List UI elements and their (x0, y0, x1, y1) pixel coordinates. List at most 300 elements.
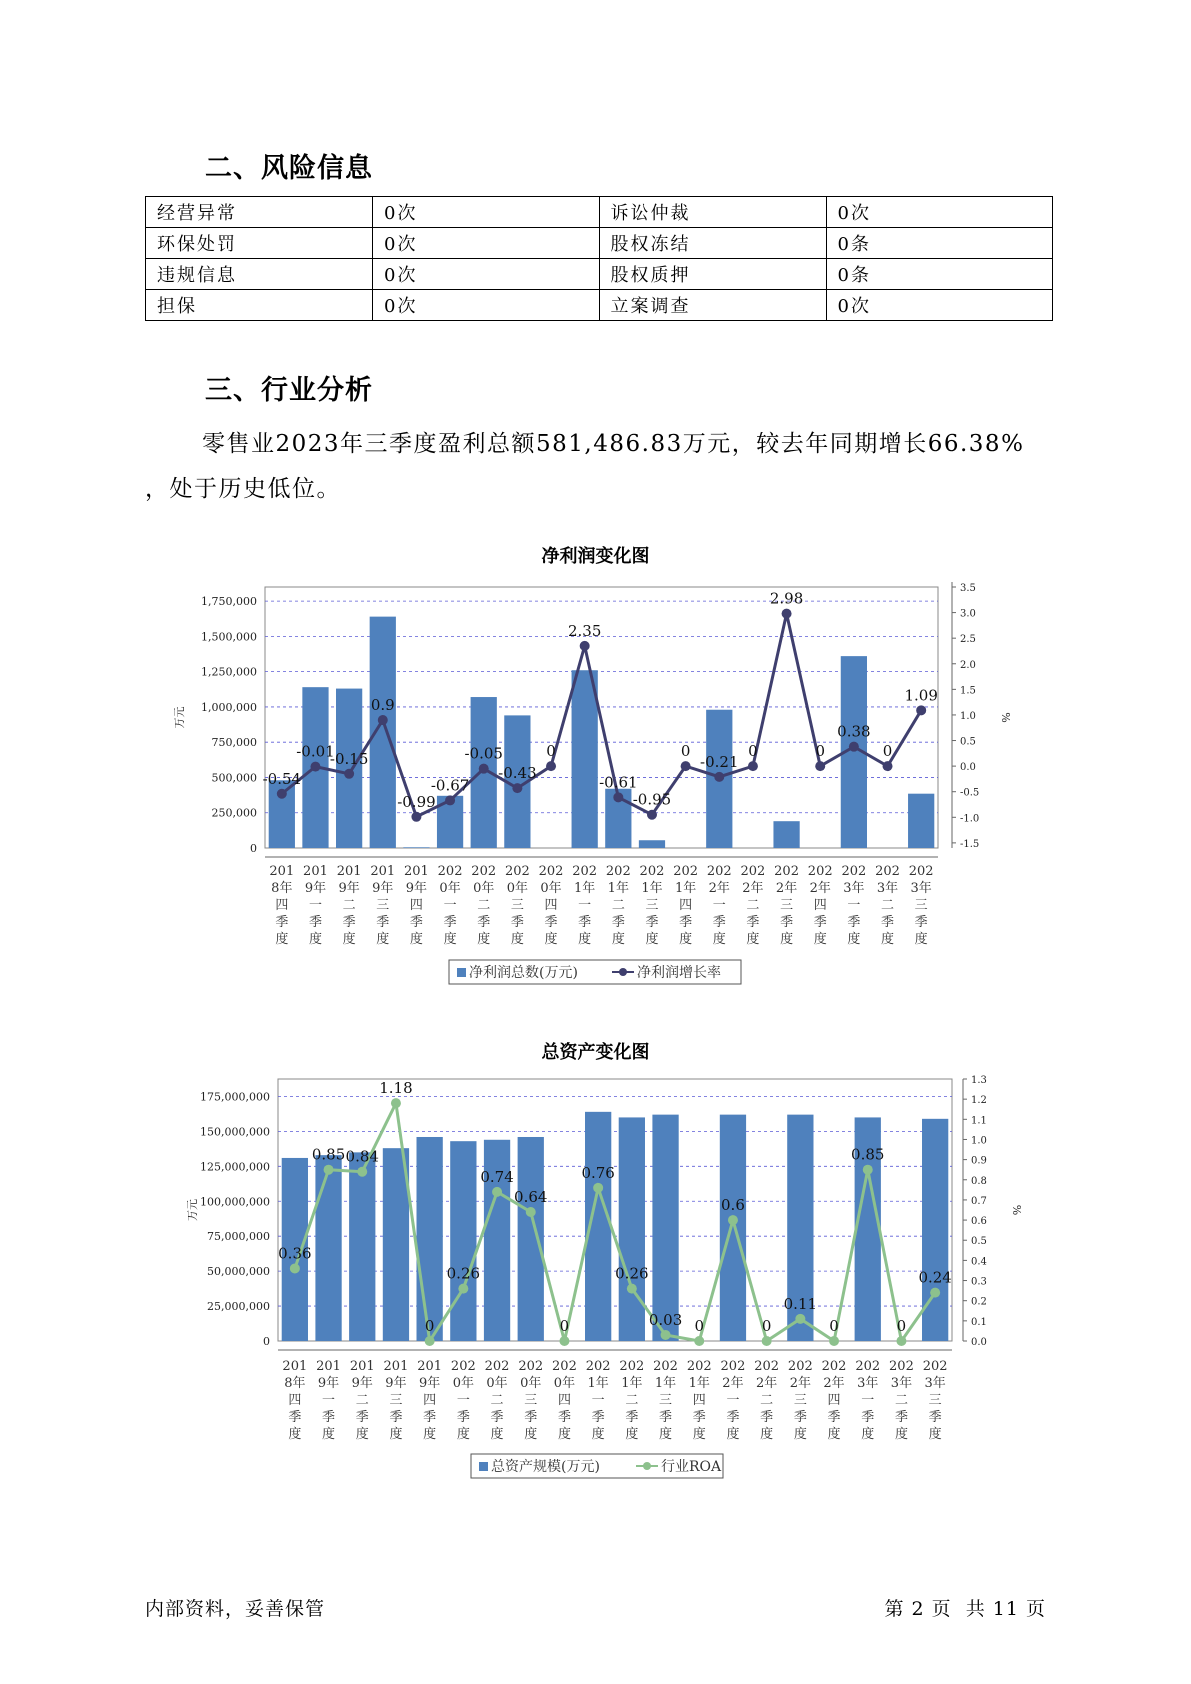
x-tick-label (539, 864, 564, 947)
risk-value: 0次 (826, 290, 1053, 321)
data-label: 0.6 (721, 1196, 745, 1215)
x-tick-label-part: 0年 (520, 1376, 542, 1391)
x-tick-label-part: 季 (780, 915, 794, 930)
data-label: 1.18 (379, 1079, 413, 1098)
data-label: 0.11 (783, 1294, 818, 1313)
x-tick-label-part: 一 (578, 898, 592, 913)
data-label: 0 (694, 1317, 705, 1335)
data-point (829, 1336, 839, 1346)
x-tick-label (438, 864, 463, 947)
data-label: 0 (559, 1317, 570, 1335)
x-tick-label-part: 度 (544, 932, 558, 947)
data-point (627, 1284, 637, 1294)
x-tick-label-part: 度 (376, 932, 390, 947)
y2-tick-label: 0.9 (971, 1155, 987, 1167)
x-tick-label-part: 201 (349, 1359, 375, 1374)
x-tick-label-part: 季 (477, 915, 491, 930)
y2-tick-label: 1.1 (971, 1115, 987, 1127)
x-tick-label-part: 度 (726, 1427, 740, 1442)
x-tick-label-part: 季 (625, 1410, 639, 1425)
x-tick-label-part: 202 (518, 1359, 544, 1374)
x-tick-label-part: 0年 (439, 881, 461, 896)
risk-value: 0条 (826, 228, 1053, 259)
y2-tick-label: 0.0 (960, 762, 976, 774)
y2-axis-title: % (999, 712, 1012, 723)
x-tick-label (337, 864, 362, 947)
y2-tick-label: 0.1 (971, 1316, 987, 1328)
x-tick-label-part: 202 (875, 864, 900, 879)
x-tick-label-part: 季 (409, 915, 423, 930)
x-tick-label-part: 202 (471, 864, 497, 879)
data-label: 0.24 (918, 1268, 952, 1287)
x-tick-label-part: 季 (659, 1410, 673, 1425)
x-tick-label-part: 9年 (405, 881, 428, 896)
y2-tick-label: 1.0 (971, 1135, 987, 1147)
y2-tick-label: 1.3 (971, 1075, 987, 1086)
x-tick-label-part: 一 (443, 898, 457, 913)
legend-bar-swatch (457, 968, 466, 977)
data-point (546, 761, 556, 771)
y2-tick-label: 3.5 (960, 583, 976, 594)
x-tick-label-part: 1年 (621, 1376, 643, 1391)
x-tick-label-part: 季 (645, 915, 659, 930)
x-tick-label-part: 一 (591, 1393, 605, 1408)
x-tick-label-part: 3年 (924, 1376, 946, 1391)
x-tick-label (640, 864, 665, 947)
data-point (681, 761, 691, 771)
x-tick-label-part: 1年 (607, 881, 629, 896)
x-tick-label (754, 1359, 779, 1442)
bar (518, 1137, 544, 1341)
x-tick-label-part: 季 (692, 1410, 706, 1425)
y-tick-label: 175,000,000 (200, 1090, 270, 1104)
y-tick-label: 1,500,000 (201, 630, 257, 644)
x-tick-label (707, 864, 732, 947)
x-tick-label-part: 三 (914, 898, 928, 913)
risk-label: 股权质押 (599, 259, 826, 290)
x-tick-label-part: 季 (423, 1410, 437, 1425)
y2-tick-label: -1.5 (960, 838, 980, 850)
data-point (378, 715, 388, 725)
x-tick-label-part: 季 (322, 1410, 336, 1425)
data-point (479, 764, 489, 774)
bar (908, 794, 934, 848)
bar (336, 689, 362, 848)
data-label: -0.99 (397, 792, 436, 811)
x-tick-label-part: 二 (477, 898, 491, 913)
x-tick-label-part: 3年 (910, 881, 932, 896)
x-tick-label-part: 季 (928, 1410, 942, 1425)
x-tick-label (350, 1359, 375, 1442)
x-tick-label-part: 2年 (823, 1376, 845, 1391)
x-tick-label (282, 1359, 307, 1442)
x-tick-label-part: 二 (746, 898, 760, 913)
x-tick-label-part: 季 (342, 915, 356, 930)
x-tick-label-part: 季 (524, 1410, 538, 1425)
data-point (425, 1336, 435, 1346)
x-tick-label-part: 季 (679, 915, 693, 930)
net-profit-chart-title: 净利润变化图 (541, 546, 650, 567)
x-tick-label-part: 202 (552, 1359, 577, 1374)
y-tick-label: 500,000 (211, 771, 257, 785)
y-tick-label: 0 (250, 842, 257, 855)
x-tick-label-part: 度 (861, 1427, 875, 1442)
summary-line-1: 零售业2023年三季度盈利总额581,486.83万元，较去年同期增长66.38% (202, 431, 1025, 457)
total-assets-chart-title: 总资产变化图 (541, 1042, 650, 1063)
data-label: 0.74 (480, 1167, 514, 1186)
x-tick-label-part: 季 (726, 1410, 740, 1425)
data-point (930, 1288, 940, 1298)
data-label: 0.85 (851, 1145, 885, 1164)
x-tick-label-part: 2年 (742, 881, 764, 896)
risk-value: 0次 (373, 290, 600, 321)
data-label: 0 (761, 1317, 772, 1335)
x-tick-label-part: 三 (645, 898, 659, 913)
x-tick-label-part: 一 (456, 1393, 470, 1408)
x-tick-label-part: 202 (706, 864, 732, 879)
x-tick-label-part: 202 (720, 1359, 746, 1374)
x-tick-label (788, 1359, 813, 1442)
bar (720, 1115, 746, 1341)
x-tick-label-part: 2年 (775, 881, 798, 896)
y2-tick-label: 3.0 (960, 608, 976, 620)
x-tick-label-part: 0年 (452, 1376, 474, 1391)
x-tick-label-part: 四 (288, 1393, 302, 1408)
x-tick-label (451, 1359, 476, 1442)
risk-label: 担保 (146, 290, 373, 321)
x-tick-label-part: 季 (376, 915, 390, 930)
x-tick-label-part: 202 (538, 864, 564, 879)
x-tick-label-part: 四 (692, 1393, 706, 1408)
x-tick-label-part: 9年 (419, 1376, 441, 1391)
x-tick-label (875, 864, 900, 947)
x-tick-label-part: 201 (303, 864, 328, 879)
x-tick-label-part: 9年 (338, 881, 360, 896)
x-tick-label-part: 度 (443, 932, 457, 947)
risk-table (145, 196, 1053, 321)
industry-summary (145, 422, 1075, 512)
x-tick-label-part: 度 (288, 1427, 302, 1442)
x-tick-label-part: 201 (417, 1359, 443, 1374)
data-point (916, 705, 926, 715)
x-tick-label-part: 9年 (372, 881, 394, 896)
net-profit-chart (0, 570, 1191, 1030)
x-tick-label-part: 202 (774, 864, 799, 879)
x-tick-label-part: 3年 (890, 1376, 913, 1391)
x-tick-label-part: 季 (827, 1410, 841, 1425)
data-point (762, 1336, 772, 1346)
x-tick-label-part: 度 (780, 932, 794, 947)
data-label: -0.15 (329, 749, 369, 768)
x-tick-label (384, 1359, 409, 1442)
legend-line-label: 净利润增长率 (637, 965, 721, 981)
x-tick-label (909, 864, 934, 947)
legend-line-label: 行业ROA (661, 1459, 722, 1475)
x-tick-label-part: 三 (793, 1393, 807, 1408)
x-tick-label-part: 三 (389, 1393, 403, 1408)
x-tick-label (889, 1359, 914, 1442)
y-tick-label: 250,000 (211, 806, 257, 820)
x-tick-label-part: 季 (793, 1410, 807, 1425)
y-tick-label: 75,000,000 (207, 1230, 270, 1244)
x-tick-label (471, 864, 496, 947)
x-tick-label-part: 2年 (722, 1376, 744, 1391)
data-label: 0.85 (311, 1145, 346, 1164)
risk-value: 0次 (373, 197, 600, 228)
x-tick-label-part: 四 (409, 898, 423, 913)
x-tick-label-part: 度 (760, 1427, 774, 1442)
data-point (290, 1263, 300, 1273)
data-point (559, 1336, 569, 1346)
x-tick-label (316, 1359, 341, 1442)
x-tick-label-part: 季 (275, 915, 289, 930)
x-tick-label (572, 864, 597, 947)
x-tick-label-part: 3年 (876, 881, 899, 896)
data-label: 0 (748, 742, 758, 761)
x-tick-label-part: 四 (813, 898, 827, 913)
data-point (782, 609, 792, 619)
risk-value: 0次 (373, 228, 600, 259)
x-tick-label (673, 864, 698, 947)
bar (403, 847, 429, 848)
x-tick-label-part: 1年 (654, 1376, 677, 1391)
x-tick-label (485, 1359, 510, 1442)
data-label: 0.84 (345, 1147, 379, 1166)
x-tick-label-part: 202 (639, 864, 665, 879)
x-tick-label-part: 度 (692, 1427, 706, 1442)
risk-label: 环保处罚 (146, 228, 373, 259)
x-tick-label-part: 三 (524, 1393, 538, 1408)
x-tick-label (822, 1359, 847, 1442)
risk-heading: 二、风险信息 (205, 153, 373, 184)
data-point (883, 761, 893, 771)
x-tick-label-part: 季 (861, 1410, 875, 1425)
x-tick-label-part: 1年 (674, 881, 697, 896)
data-point (613, 792, 623, 802)
data-label: 0 (882, 742, 893, 761)
data-point (728, 1215, 738, 1225)
x-tick-label-part: 202 (686, 1359, 712, 1374)
x-tick-label-part: 季 (894, 1410, 908, 1425)
summary-line-2: ，处于历史低位。 (145, 476, 341, 502)
x-tick-label-part: 季 (611, 915, 625, 930)
legend-bar-swatch (479, 1462, 488, 1471)
data-label: 0 (424, 1317, 435, 1335)
x-tick-label (619, 1359, 644, 1442)
data-point (344, 769, 354, 779)
data-point (391, 1098, 401, 1108)
x-tick-label-part: 0年 (506, 881, 529, 896)
x-tick-label-part: 二 (490, 1393, 504, 1408)
x-tick-label-part: 度 (490, 1427, 504, 1442)
data-label: -0.05 (464, 744, 503, 763)
y2-tick-label: 0.2 (971, 1296, 987, 1308)
x-tick-label-part: 度 (409, 932, 423, 947)
x-tick-label-part: 一 (861, 1393, 875, 1408)
x-tick-label (552, 1359, 577, 1442)
y2-axis-title: % (1010, 1204, 1023, 1216)
x-tick-label-part: 1年 (574, 881, 596, 896)
total-assets-chart (0, 1066, 1191, 1506)
x-tick-label-part: 度 (793, 1427, 807, 1442)
x-tick-label-part: 季 (544, 915, 558, 930)
x-tick-label-part: 一 (712, 898, 726, 913)
x-tick-label-part: 202 (673, 864, 699, 879)
risk-table-row (146, 290, 1053, 321)
x-tick-label (505, 864, 530, 947)
x-tick-label-part: 二 (342, 898, 356, 913)
data-label: 0 (815, 742, 825, 761)
y2-tick-label: 0.6 (971, 1216, 987, 1228)
x-tick-label-part: 季 (490, 1410, 504, 1425)
x-tick-label-part: 度 (881, 932, 895, 947)
y2-tick-label: -1.0 (960, 813, 980, 825)
x-tick-label-part: 四 (679, 898, 693, 913)
x-tick-label-part: 201 (370, 864, 396, 879)
data-label: 0.76 (581, 1163, 615, 1182)
y2-tick-label: 0.8 (971, 1175, 987, 1187)
plot-area (278, 1079, 952, 1341)
x-tick-label-part: 季 (456, 1410, 470, 1425)
bar (450, 1141, 476, 1341)
x-tick-label-part: 三 (659, 1393, 673, 1408)
x-tick-label-part: 季 (557, 1410, 571, 1425)
x-tick-label (687, 1359, 712, 1442)
x-tick-label-part: 202 (922, 1359, 948, 1374)
data-point (324, 1165, 334, 1175)
data-label: 0 (896, 1317, 907, 1335)
bar (652, 1115, 678, 1341)
x-tick-label-part: 202 (484, 1359, 510, 1374)
y2-tick-label: 0.7 (971, 1195, 987, 1207)
data-point (526, 1207, 536, 1217)
legend-bar-label: 总资产规模(万元) (491, 1459, 600, 1475)
x-tick-label-part: 季 (443, 915, 457, 930)
x-tick-label (586, 1359, 611, 1442)
data-point (277, 789, 287, 799)
data-label: -0.21 (700, 752, 739, 771)
data-point (357, 1167, 367, 1177)
x-tick-label-part: 三 (510, 898, 524, 913)
data-point (795, 1314, 805, 1324)
risk-value: 0条 (826, 259, 1053, 290)
x-tick-label-part: 度 (847, 932, 861, 947)
risk-value: 0次 (826, 197, 1053, 228)
x-tick-label-part: 202 (585, 1359, 611, 1374)
x-tick-label-part: 9年 (351, 1376, 373, 1391)
x-tick-label-part: 度 (679, 932, 693, 947)
x-tick-label-part: 季 (510, 915, 524, 930)
x-tick-label-part: 度 (712, 932, 726, 947)
y2-tick-label: 0.5 (960, 736, 976, 748)
y2-tick-label: 2.5 (960, 634, 976, 646)
x-tick-label-part: 度 (477, 932, 491, 947)
risk-value: 0次 (373, 259, 600, 290)
x-tick-label-part: 1年 (641, 881, 663, 896)
x-tick-label-part: 四 (544, 898, 558, 913)
x-tick-label-part: 一 (726, 1393, 740, 1408)
legend-line-marker (619, 968, 627, 976)
data-label: -0.01 (296, 742, 335, 761)
x-tick-label-part: 1年 (688, 1376, 710, 1391)
x-tick-label-part: 201 (404, 864, 429, 879)
x-tick-label-part: 0年 (473, 881, 495, 896)
x-tick-label-part: 度 (894, 1427, 908, 1442)
x-tick-label-part: 202 (605, 864, 631, 879)
x-tick-label (841, 864, 866, 947)
y-tick-label: 125,000,000 (200, 1160, 270, 1174)
risk-label: 股权冻结 (599, 228, 826, 259)
x-tick-label-part: 度 (342, 932, 356, 947)
data-label: 2.98 (769, 589, 804, 608)
data-label: -0.95 (632, 790, 672, 809)
x-tick-label (741, 864, 766, 947)
x-tick-label-part: 季 (578, 915, 592, 930)
bar (619, 1117, 645, 1341)
data-label: 0.36 (278, 1244, 312, 1263)
y2-tick-label: 0.4 (971, 1256, 987, 1268)
data-point (694, 1336, 704, 1346)
x-tick-label-part: 度 (308, 932, 322, 947)
x-tick-label-part: 202 (841, 864, 867, 879)
data-point (849, 742, 859, 752)
x-tick-label-part: 度 (322, 1427, 336, 1442)
x-tick-label-part: 度 (611, 932, 625, 947)
x-tick-label-part: 202 (787, 1359, 813, 1374)
data-label: -0.54 (262, 769, 302, 788)
y-axis-title: 万元 (186, 1199, 199, 1221)
data-point (411, 812, 421, 822)
x-tick-label-part: 季 (746, 915, 760, 930)
x-tick-label-part: 二 (625, 1393, 639, 1408)
x-tick-label-part: 一 (322, 1393, 336, 1408)
data-point (863, 1165, 873, 1175)
y-tick-label: 25,000,000 (207, 1300, 270, 1314)
data-point (815, 761, 825, 771)
x-tick-label-part: 202 (504, 864, 530, 879)
x-tick-label (774, 864, 799, 947)
x-tick-label-part: 度 (813, 932, 827, 947)
x-tick-label-part: 季 (914, 915, 928, 930)
y2-tick-label: 1.5 (960, 685, 976, 697)
x-tick-label-part: 季 (308, 915, 322, 930)
x-tick-label-part: 9年 (317, 1376, 340, 1391)
x-tick-label-part: 202 (450, 1359, 476, 1374)
y2-tick-label: 0.3 (971, 1276, 987, 1288)
x-tick-label-part: 度 (456, 1427, 470, 1442)
data-point (593, 1183, 603, 1193)
x-tick-label-part: 202 (821, 1359, 847, 1374)
x-tick-label-part: 0年 (553, 1376, 576, 1391)
x-tick-label (404, 864, 429, 947)
x-tick-label-part: 度 (591, 1427, 605, 1442)
x-tick-label (721, 1359, 746, 1442)
risk-label: 经营异常 (146, 197, 373, 228)
x-tick-label-part: 四 (827, 1393, 841, 1408)
x-tick-label-part: 202 (740, 864, 766, 879)
data-label: 1.09 (904, 686, 938, 705)
x-tick-label-part: 一 (847, 898, 861, 913)
data-label: -0.43 (498, 764, 537, 783)
x-tick-label-part: 度 (557, 1427, 571, 1442)
x-tick-label-part: 202 (437, 864, 463, 879)
y-tick-label: 750,000 (211, 736, 257, 750)
data-point (647, 810, 657, 820)
x-tick-label-part: 202 (855, 1359, 881, 1374)
x-tick-label-part: 9年 (385, 1376, 407, 1391)
x-tick-label-part: 一 (308, 898, 322, 913)
data-point (458, 1284, 468, 1294)
